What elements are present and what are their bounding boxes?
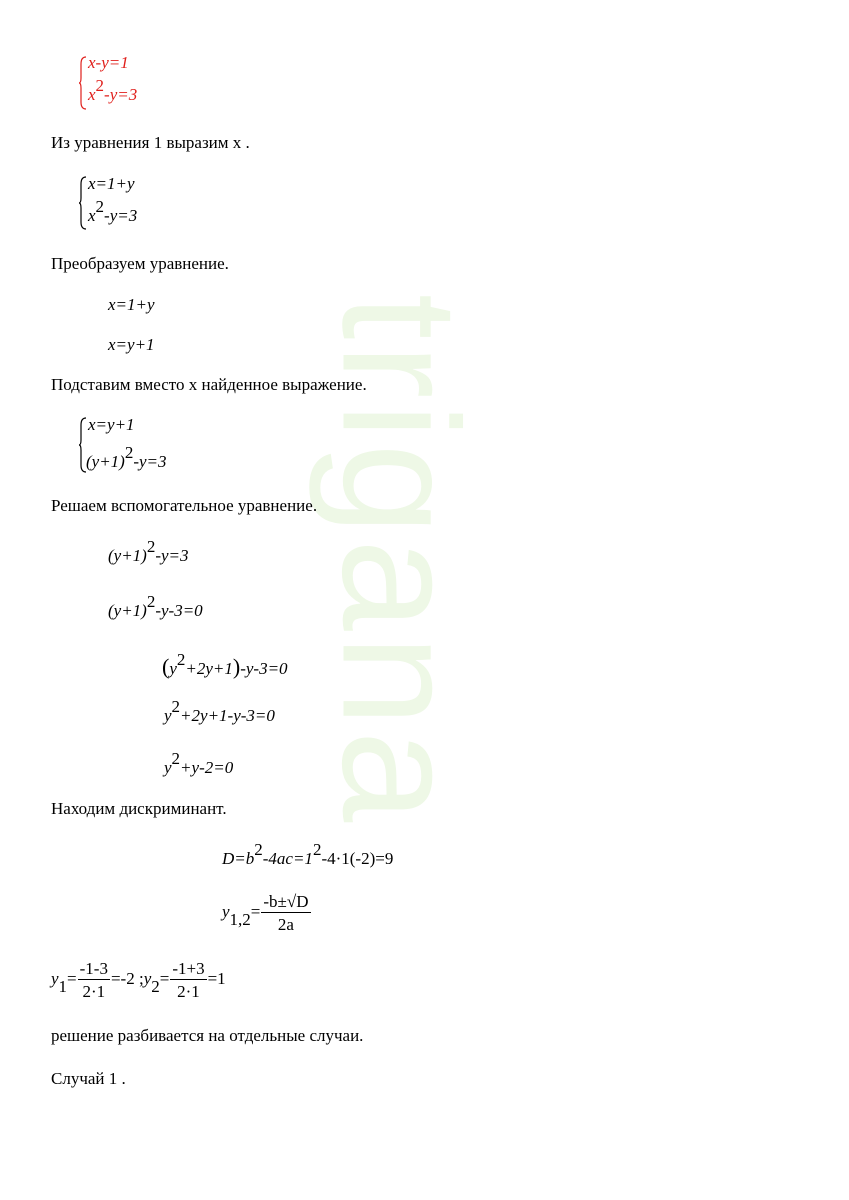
step-text-case-1: Случай 1 . (51, 1069, 126, 1088)
aux-line1: $(y+1)^2-y=3$ (108, 537, 189, 565)
system2-line1: x=1+y (88, 174, 135, 193)
step-text-express-x: Из уравнения 1 выразим x . (51, 133, 250, 152)
system3-line1: x=y+1 (88, 415, 135, 434)
step-text-cases: решение разбивается на отдельные случаи. (51, 1026, 364, 1045)
system2-line2: $x^2-y=3$ (88, 197, 138, 225)
system-brace (79, 56, 87, 110)
discriminant-formula: $D=b^2-4ac=1^2-4\cdot 1(-2)=9$ (222, 840, 394, 868)
system1-line2: $x^2-y=3$ (88, 76, 138, 104)
step-text-transform: Преобразуем уравнение. (51, 254, 229, 273)
roots-values: $y_1=$ $\frac{-1-3}{2\cdot 1}$ =-2 $;y_2=$ $\frac{-1+3}{2\cdot 1}$ =1 (51, 959, 226, 1001)
y2-fraction: $\frac{-1+3}{2\cdot 1}$ (172, 959, 205, 1001)
system3-line2: $(y+1)^2-y=3$ (86, 443, 167, 471)
aux-line2: $(y+1)^2-y-3=0$ (108, 592, 203, 620)
aux-line3: $(y^2+2y+1)-y-3=0$ (162, 650, 288, 679)
aux-line4: $y^2+2y+1-y-3=0$ (164, 697, 275, 725)
step-text-discriminant: Находим дискриминант. (51, 799, 227, 818)
system1-line1: x-y=1 (88, 53, 129, 72)
aux-line5: $y^2+y-2=0$ (164, 749, 234, 777)
transform-line2: x=y+1 (108, 335, 155, 354)
roots-fraction: $\frac{-b\pm√D}{2a}$ (263, 892, 309, 934)
step-text-substitute: Подставим вместо x найденное выражение. (51, 375, 367, 394)
y1-fraction: $\frac{-1-3}{2\cdot 1}$ (79, 959, 108, 1001)
roots-formula: $y_{1,2}=$ $\frac{-b\pm√D}{2a}$ (222, 892, 309, 934)
watermark: trigana (308, 293, 493, 827)
transform-line1: x=1+y (108, 295, 155, 314)
system-brace (79, 176, 87, 230)
step-text-auxiliary: Решаем вспомогательное уравнение. (51, 496, 318, 515)
